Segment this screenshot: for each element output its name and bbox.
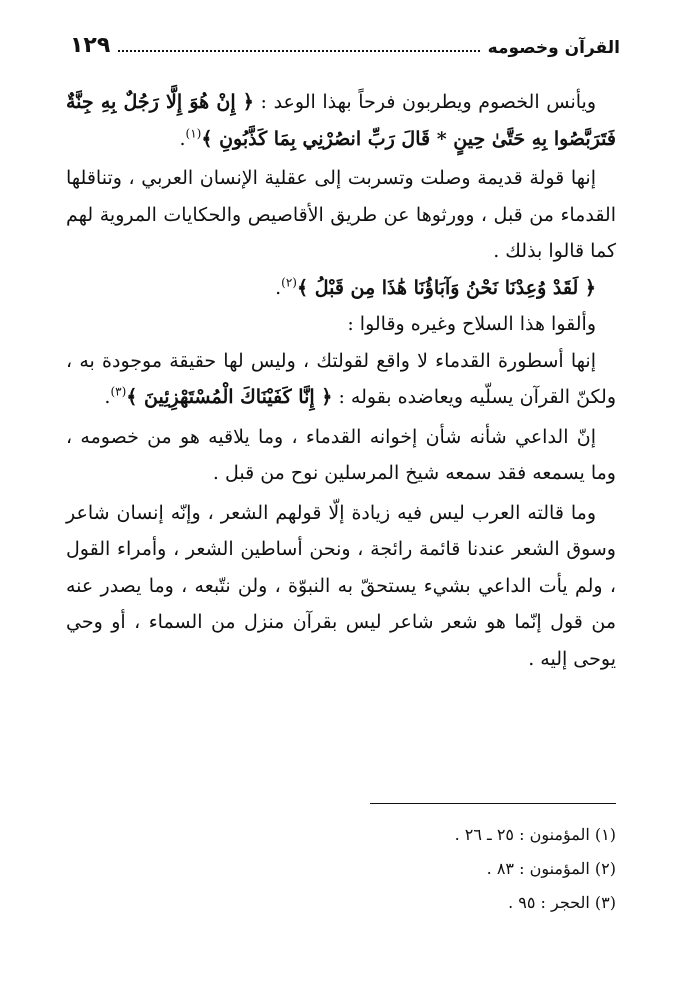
- leader-dots: [118, 50, 479, 52]
- sentence-end: .: [275, 276, 282, 299]
- quran-verse: ﴿ إِنْ هُوَ إِلَّا رَجُلٌ بِهِ جِنَّةٌ فَتَرَبَّصُوا بِهِ حَتَّىٰ حِينٍ * قَالَ رَبِّ انصُرْنِي بِمَا كَذَّبُونِ ﴾: [66, 91, 616, 150]
- footnote-2: (٢) المؤمنون : ٨٣ .: [486, 859, 616, 878]
- body-text: [66, 84, 616, 677]
- paragraph-1: [66, 84, 616, 157]
- quran-verse: ﴿ إِنَّا كَفَيْنَاكَ الْمُسْتَهْزِئِينَ ﴾: [126, 386, 333, 408]
- page-number: ١٢٩: [70, 33, 111, 58]
- sentence-end: .: [104, 386, 111, 408]
- paragraph-4: وألقوا هذا السلاح وغيره وقالوا :: [347, 313, 596, 335]
- sentence-end: .: [179, 127, 186, 150]
- paragraph-5: [66, 343, 616, 416]
- quran-verse: ﴿ لَقَدْ وُعِدْنَا نَحْنُ وَآبَاؤُنَا هَٰذَا مِن قَبْلُ ﴾: [296, 276, 596, 299]
- footnotes: [66, 818, 616, 920]
- footnote-ref-1: (١): [185, 126, 202, 141]
- paragraph-7: وما قالته العرب ليس فيه زيادة إلّا قولهم الشعر ، وإنّه إنسان شاعر وسوق الشعر عندنا قائمة رائجة ، ونحن أساطين الشعر ، وأمراء القول ، ولم يأت الداعي بشيء يستحقّ به النبوّة ، ولن نتّبعه ، وما يصدر عنه من قول إنّما هو شعر شاعر ليس بقرآن منزل من السماء ، أو وحي يوحى إليه .: [66, 501, 616, 670]
- footnote-separator: [370, 803, 616, 804]
- footnote-1: (١) المؤمنون : ٢٥ ـ ٢٦ .: [454, 825, 616, 844]
- paragraph-text: إنها أسطورة القدماء لا واقع لقولتك ، وليس لها حقيقة موجودة به ، ولكنّ القرآن يسلّيه ويعاضده بقوله :: [66, 349, 616, 408]
- paragraph-text: ويأنس الخصوم ويطربون فرحاً بهذا الوعد :: [253, 91, 597, 113]
- chapter-title: القرآن وخصومه: [487, 38, 620, 58]
- footnote-ref-3: (٣): [110, 384, 127, 399]
- paragraph-6: إنّ الداعي شأنه شأن إخوانه القدماء ، وما يلاقيه هو من خصومه ، وما يسمعه فقد سمعه شيخ المرسلين نوح من قبل .: [66, 425, 616, 484]
- footnote-ref-2: (٢): [281, 275, 297, 290]
- footnote-3: (٣) الحجر : ٩٥ .: [508, 893, 616, 912]
- paragraph-2: إنها قولة قديمة وصلت وتسربت إلى عقلية الإنسان العربي ، وتناقلها القدماء من قبل ، وورثوها عن طريق الأقاصيص والحكايات المروية لهم كما قالوا بذلك .: [66, 167, 616, 262]
- running-header: [70, 28, 620, 58]
- paragraph-3: [66, 270, 616, 307]
